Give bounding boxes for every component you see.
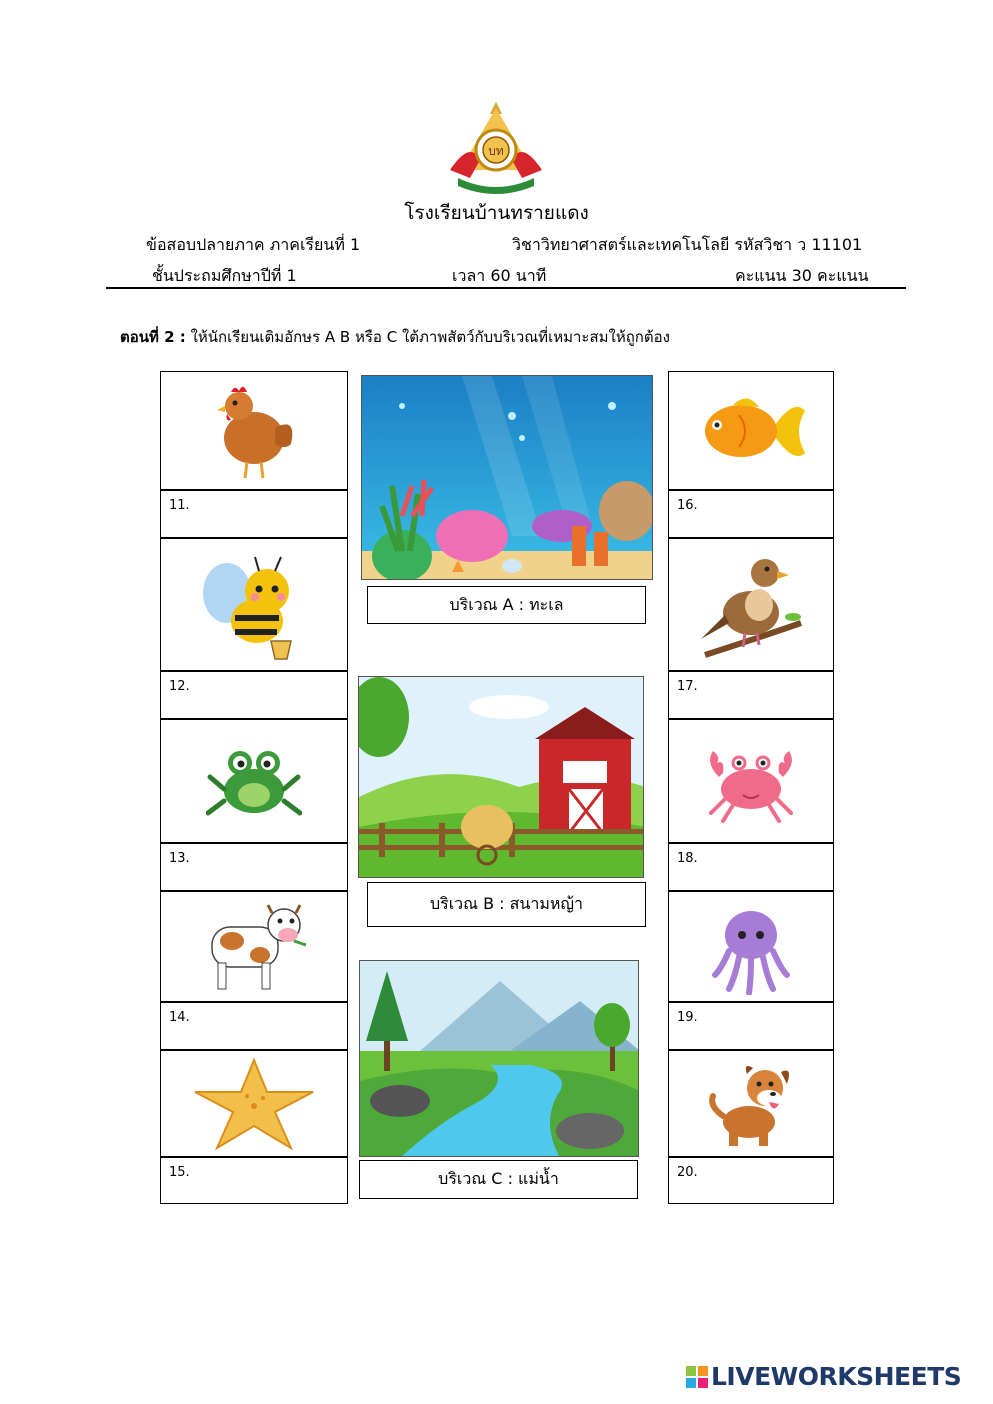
exam-title: ข้อสอบปลายภาค ภาคเรียนที่ 1: [146, 235, 361, 254]
habitat-a-image: [361, 375, 653, 580]
animal-image-13: [160, 719, 348, 843]
instruction-text: ให้นักเรียนเติมอักษร A B หรือ C ใต้ภาพสัตว์กับบริเวณที่เหมาะสมให้ถูกต้อง: [190, 328, 670, 346]
item-number: 13.: [169, 851, 190, 866]
answer-box-16[interactable]: [668, 490, 834, 538]
answer-box-13[interactable]: [160, 843, 348, 891]
animal-image-18: [668, 719, 834, 843]
school-name: โรงเรียนบ้านทรายแดง: [404, 202, 589, 224]
answer-box-20[interactable]: [668, 1157, 834, 1204]
farm-scene: [359, 677, 644, 878]
item-number: 19.: [677, 1010, 698, 1025]
chicken-icon: [209, 376, 299, 486]
habitat-b-label: บริเวณ B : สนามหญ้า: [367, 882, 646, 927]
liveworksheets-icon: [686, 1366, 708, 1388]
starfish-icon: [189, 1056, 319, 1152]
item-number: 20.: [677, 1165, 698, 1180]
animal-image-17: [668, 538, 834, 671]
school-emblem-icon: [440, 100, 552, 196]
liveworksheets-logo: [686, 1362, 961, 1391]
subject-code: วิชาวิทยาศาสตร์และเทคโนโลยี รหัสวิชา ว 11101: [512, 235, 863, 254]
grade-level: ชั้นประถมศึกษาปีที่ 1: [152, 266, 297, 285]
answer-box-11[interactable]: [160, 490, 348, 538]
habitat-c-image: [359, 960, 639, 1157]
item-number: 17.: [677, 679, 698, 694]
answer-box-14[interactable]: [160, 1002, 348, 1050]
sea-scene: [362, 376, 653, 580]
bee-icon: [199, 545, 309, 665]
habitat-a-label: บริเวณ A : ทะเล: [367, 586, 646, 624]
frog-icon: [206, 741, 302, 821]
octopus-icon: [711, 899, 791, 995]
instruction-part: ตอนที่ 2 :: [120, 328, 186, 346]
goldfish-icon: [693, 391, 809, 471]
item-number: 14.: [169, 1010, 190, 1025]
answer-box-17[interactable]: [668, 671, 834, 719]
item-number: 11.: [169, 498, 190, 513]
header-divider: [106, 287, 906, 289]
answer-box-19[interactable]: [668, 1002, 834, 1050]
exam-time: เวลา 60 นาที: [452, 266, 547, 285]
answer-box-18[interactable]: [668, 843, 834, 891]
animal-image-12: [160, 538, 348, 671]
animal-image-15: [160, 1050, 348, 1157]
item-number: 15.: [169, 1165, 190, 1180]
habitat-b-image: [358, 676, 644, 878]
cow-icon: [198, 897, 310, 997]
animal-image-20: [668, 1050, 834, 1157]
total-score: คะแนน 30 คะแนน: [735, 266, 869, 285]
animal-image-11: [160, 371, 348, 490]
item-number: 12.: [169, 679, 190, 694]
svg-text:บท: บท: [488, 144, 504, 158]
river-scene: [360, 961, 639, 1157]
answer-box-12[interactable]: [160, 671, 348, 719]
animal-image-19: [668, 891, 834, 1002]
animal-image-14: [160, 891, 348, 1002]
item-number: 16.: [677, 498, 698, 513]
crab-icon: [703, 733, 799, 829]
brand-text: LIVEWORKSHEETS: [711, 1362, 962, 1391]
bird-icon: [695, 543, 807, 667]
animal-image-16: [668, 371, 834, 490]
instruction: [120, 325, 670, 349]
item-number: 18.: [677, 851, 698, 866]
habitat-c-label: บริเวณ C : แม่น้ำ: [359, 1160, 638, 1199]
answer-box-15[interactable]: [160, 1157, 348, 1204]
dog-icon: [703, 1056, 799, 1152]
